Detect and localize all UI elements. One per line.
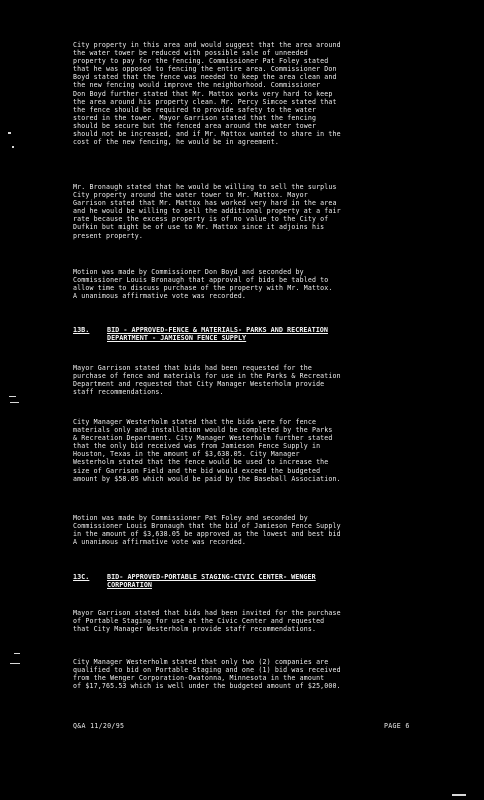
section-title-13b: BID - APPROVED-FENCE & MATERIALS- PARKS AND RECREATION DEPARTMENT - JAMIESON FENCE SUPPLY: [107, 326, 328, 343]
margin-scan-mark: [8, 132, 11, 134]
margin-scan-mark: [10, 663, 20, 664]
section-heading-13c: [73, 573, 445, 590]
paragraph-fence-bids-requested: Mayor Garrison stated that bids had been requested for the purchase of fence and materials for use in the Parks & Recreation Department and requested that City Manager Westerholm provide staff recommendations.: [73, 364, 341, 397]
margin-scan-mark: [10, 402, 19, 403]
section-title-13c: BID- APPROVED-PORTABLE STAGING-CIVIC CENTER- WENGER CORPORATION: [107, 573, 316, 590]
paragraph-staging-bid-details: City Manager Westerholm stated that only two (2) companies are qualified to bid on Portable Staging and one (1) bid was received from the Wenger Corporation-Owatonna, Minnesota in the amount of $17,765.53 which is well under the budgeted amount of $25,000.: [73, 658, 341, 691]
margin-scan-mark: [14, 653, 20, 654]
corner-scan-mark: [452, 794, 466, 796]
paragraph-fence-bid-details: City Manager Westerholm stated that the bids were for fence materials only and installation would be completed by the Parks & Recreation Department. City Manager Westerholm further stated that the only bid received was from Jamieson Fence Supply in Houston, Texas in the amount of $3,638.05. City Manager Westerholm stated that the fence would be used to increase the size of Garrison Field and the bid would exceed the budgeted amount by $58.05 which would be paid by the Baseball Association.: [73, 418, 341, 483]
section-heading-13b: [73, 326, 445, 343]
paragraph-water-tower-discussion: City property in this area and would suggest that the area around the water tower be reduced with possible sale of unneeded property to pay for the fencing. Commissioner Pat Foley stated that he was opposed to fencing the entire area. Commissioner Don Boyd stated that the fence was needed to keep the area clean and the new fencing would improve the neighborhood. Commissioner Don Boyd further stated that Mr. Mattox works very hard to keep the area around his property clean. Mr. Percy Simcoe stated that the fence should be required to provide safety to the water stored in the tower. Mayor Garrison stated that the fencing should be secure but the fenced area around the water tower should not be increased, and if Mr. Mattox wanted to share in the cost of the new fencing, he would be in agreement.: [73, 41, 341, 147]
footer-page-number: PAGE 6: [384, 722, 410, 730]
section-number-13b: 13B.: [73, 326, 90, 334]
paragraph-motion-fence-approval: Motion was made by Commissioner Pat Foley and seconded by Commissioner Louis Bronaugh that the bid of Jamieson Fence Supply in the amount of $3,638.05 be approved as the lowest and best bid A unanimous affirmative vote was recorded.: [73, 514, 341, 547]
margin-scan-mark: [12, 146, 14, 148]
footer-meeting-date: Q&A 11/20/95: [73, 722, 125, 730]
section-number-13c: 13C.: [73, 573, 90, 581]
paragraph-surplus-property: Mr. Bronaugh stated that he would be willing to sell the surplus City property around the water tower to Mr. Mattox. Mayor Garrison stated that Mr. Mattox has worked very hard in the area and he would be willing to sell the additional property at a fair rate because the excess property is of no value to the City of Dufkin but might be of use to Mr. Mattox since it adjoins his present property.: [73, 183, 341, 240]
margin-scan-mark: [9, 396, 16, 397]
paragraph-motion-table-bids: Motion was made by Commissioner Don Boyd and seconded by Commissioner Louis Bronaugh that approval of bids be tabled to allow time to discuss purchase of the property with Mr. Mattox. A unanimous affirmative vote was recorded.: [73, 268, 333, 301]
paragraph-staging-bids-invited: Mayor Garrison stated that bids had been invited for the purchase of Portable Staging for use at the Civic Center and requested that City Manager Westerholm provide staff recommendations.: [73, 609, 341, 634]
